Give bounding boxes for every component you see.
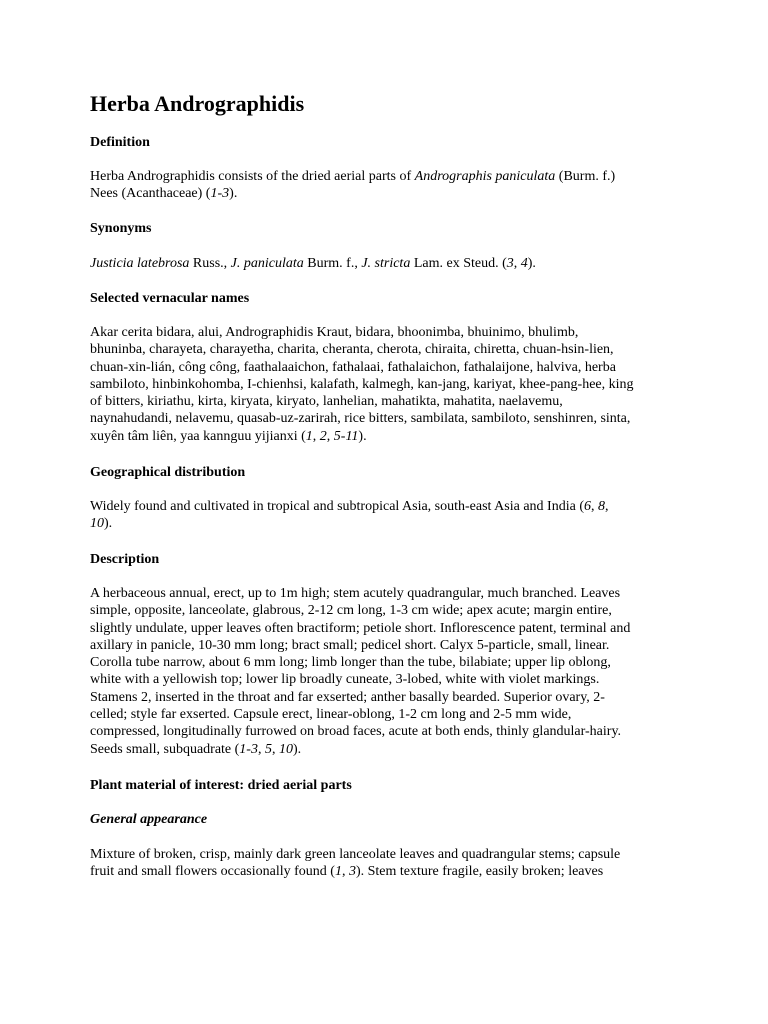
text-line [90,324,680,341]
text-line [90,706,680,723]
italic-run: J. stricta [361,256,411,271]
heading-geographical-distribution: Geographical distribution [90,465,246,480]
text-line [90,168,680,185]
text-line [90,515,680,532]
paragraph-geographical-distribution [90,498,680,533]
italic-run: 1-3 [210,186,230,202]
text-line [90,410,680,427]
text-run: , [590,499,598,514]
text-run: slightly undulate, upper leaves often bractiform; petiole short. Inflorescence patent, terminal and [90,620,631,636]
text-run: compressed, longitudinally furrowed on broad faces, acute at both ends, thinly glandular-hairy. [90,724,622,740]
document-title: Herba Andrographidis [90,91,305,116]
text-run: Akar cerita bidara, alui, Andrographidis Kraut, bidara, bhoonimba, bhuinimo, bhulimb, [90,325,579,340]
text-run: Russ., [189,256,231,271]
paragraph-vernacular-names [90,324,680,445]
text-run: , [326,428,334,444]
text-line [90,671,680,688]
text-run: ). Stem texture fragile, easily broken; leaves [355,864,604,880]
text-line [90,602,680,619]
italic-run: 8 [597,499,605,514]
italic-run: 1 [334,864,342,880]
text-run: sambiloto, hinbinkohomba, I-chienhsi, kalafath, kalmegh, kan-jang, kariyat, khee-pang-hee, king [90,376,634,392]
text-line [90,689,680,706]
text-run: celled; style far exserted. Capsule erect, linear-oblong, 1-2 cm long and 2-5 mm wide, [90,707,572,723]
text-run: Herba Andrographidis consists of the dried aerial parts of [90,169,415,184]
italic-run: 4 [520,256,528,271]
heading-description: Description [90,552,160,567]
heading-plant-material: Plant material of interest: dried aerial parts [90,778,352,793]
paragraph-general-appearance [90,846,680,881]
text-run: simple, opposite, lanceolate, glabrous, 2-12 cm long, 1-3 cm wide; apex acute; margin entire, [90,603,612,619]
text-run: , [604,499,609,514]
text-run: , [257,741,265,757]
text-line [90,637,680,654]
italic-run: 6 [583,499,591,514]
text-line [90,863,680,880]
text-line [90,654,680,671]
text-run: bhuninba, charayeta, charayetha, charita, cheranta, cherota, chiraita, chiretta, chuan-hsin-lien, [90,342,614,358]
italic-run: 10 [90,516,104,532]
text-run: ). [358,428,367,444]
text-line [90,741,680,758]
italic-run: 5 [264,741,272,757]
italic-run: Justicia latebrosa [90,256,190,271]
text-run: xuyên tâm liên, yaa kannguu yijianxi ( [90,428,306,444]
italic-run: 3 [348,864,356,880]
text-run: ). [104,516,113,532]
heading-definition: Definition [90,135,150,150]
italic-run: 10 [278,741,293,757]
heading-synonyms: Synonyms [90,221,152,236]
text-run: Corolla tube narrow, about 6 mm long; limb longer than the tube, bilabiate; upper lip oblong, [90,655,611,671]
italic-run: 3 [506,256,514,271]
text-run: Burm. f., [303,256,362,271]
italic-run: Andrographis paniculata [414,169,556,184]
text-line [90,255,680,272]
text-run: , [513,256,521,271]
italic-run: 5-11 [333,428,359,444]
text-line [90,723,680,740]
text-run: , [341,864,349,880]
text-run: white with a yellowish top; lower lip broadly cuneate, 3-lobed, white with violet markings. [90,672,600,688]
text-run: , [312,428,320,444]
paragraph-synonyms [90,255,680,272]
text-line [90,185,680,202]
text-line [90,341,680,358]
text-run: ). [292,741,302,757]
text-run: fruit and small flowers occasionally found ( [90,864,335,880]
text-line [90,428,680,445]
paragraph-definition [90,168,680,203]
text-run: A herbaceous annual, erect, up to 1m high; stem acutely quadrangular, much branched. Leaves [90,586,621,601]
text-line [90,359,680,376]
heading-vernacular-names: Selected vernacular names [90,291,250,306]
paragraph-description [90,585,680,758]
italic-run: J. paniculata [230,256,304,271]
text-run: axillary in panicle, 10-30 mm long; bract small; pedicel short. Calyx 5-particle, small, linear. [90,637,610,653]
italic-run: 1 [305,428,313,444]
heading-general-appearance: General appearance [90,812,208,827]
text-run: ). [527,256,536,271]
text-run: Widely found and cultivated in tropical and subtropical Asia, south-east Asia and India ( [90,499,584,514]
text-line [90,393,680,410]
text-run: Nees (Acanthaceae) ( [90,186,211,202]
text-line [90,846,680,863]
text-line [90,585,680,602]
text-line [90,498,680,515]
text-run: naynahudandi, nelavemu, quasab-uz-zarirah, rice bitters, sambilata, sambiloto, senshinren, sinta, [90,411,631,427]
text-run: Mixture of broken, crisp, mainly dark green lanceolate leaves and quadrangular stems; capsule [90,847,621,862]
text-run: chuan-xin-lián, công công, faathalaaichon, fathalaai, fathalaichon, fathalaijone, halviva, herba [90,359,616,375]
text-run: Stamens 2, inserted in the throat and far exserted; anther basally bearded. Superior ovary, 2- [90,689,605,705]
text-run: ). [229,186,238,202]
italic-run: 1-3 [239,741,258,757]
italic-run: 2 [319,428,327,444]
text-line [90,376,680,393]
text-run: , [271,741,279,757]
text-run: Lam. ex Steud. ( [410,256,507,271]
text-run: (Burm. f.) [555,169,616,184]
text-line [90,620,680,637]
text-run: of bitters, kiriathu, kirta, kiryata, kiryato, lanhelian, mahatikta, mahatita, naelavemu, [90,394,563,410]
text-run: Seeds small, subquadrate ( [90,741,240,757]
